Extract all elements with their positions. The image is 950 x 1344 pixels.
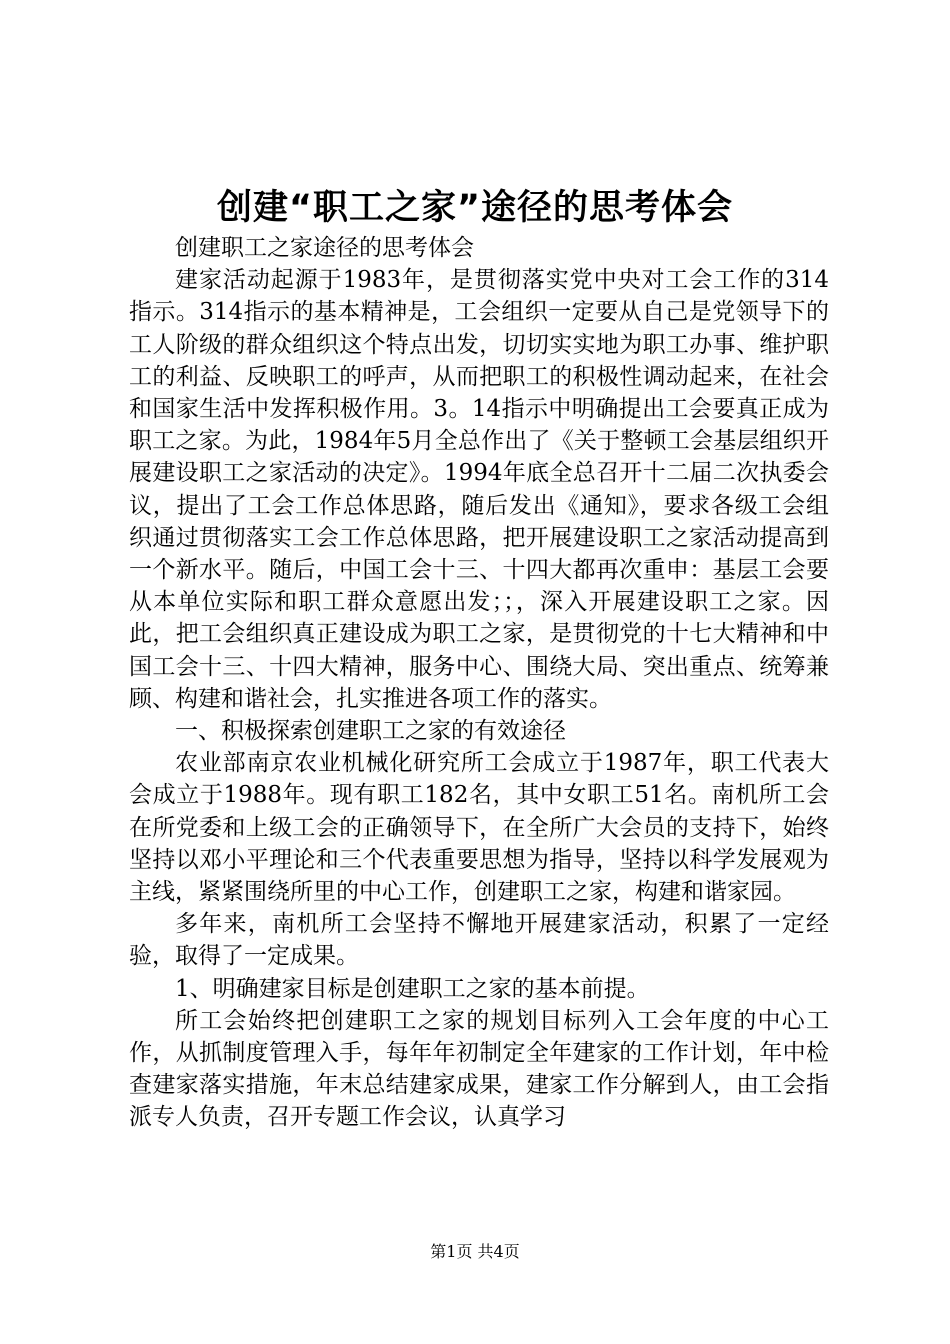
paragraph-goals: 所工会始终把创建职工之家的规划目标列入工会年度的中心工作，从抓制度管理入手，每年年初制定全年建家的工作计划，年中检查建家落实措施，年末总结建家成果，建家工作分解到人，由工会指派专人负责，召开专题工作会议，认真学习 [129, 1007, 829, 1131]
document-title: 创建“职工之家”途径的思考体会 [216, 188, 733, 228]
section-heading: 一、积极探索创建职工之家的有效途径 [175, 718, 566, 745]
paragraph-summary: 多年来，南机所工会坚持不懈地开展建家活动，积累了一定经验，取得了一定成果。 [129, 911, 829, 970]
paragraph-subtitle: 创建职工之家途径的思考体会 [175, 235, 474, 261]
page-number-footer: 第1页 共4页 [430, 1242, 520, 1261]
paragraph-origin: 建家活动起源于1983年，是贯彻落实党中央对工会工作的314指示。314指示的基本精神是，工会组织一定要从自己是党领导下的工人阶级的群众组织这个特点出发，切切实实地为职工办事、维护职工的利益、反映职工的呼声，从而把职工的积极性调动起来，在社会和国家生活中发挥积极作用。3。14指示中明确提出工会要真正成为职工之家。为此，1984年5月全总作出了《关于整顿工会基层组织开展建设职工之家活动的决定》。1994年底全总召开十二届二次执委会议，提出了工会工作总体思路，随后发出《通知》，要求各级工会组织通过贯彻落实工会工作总体思路，把开展建设职工之家活动提高到一个新水平。随后，中国工会十三、十四大都再次重申：基层工会要从本单位实际和职工群众意愿出发；；，深入开展建设职工之家。因此，把工会组织真正建设成为职工之家，是贯彻党的十七大精神和中国工会十三、十四大精神，服务中心、围绕大局、突出重点、统筹兼顾、构建和谐社会，扎实推进各项工作的落实。 [129, 267, 829, 712]
paragraph-institute: 农业部南京农业机械化研究所工会成立于1987年，职工代表大会成立于1988年。现有职工182名，其中女职工51名。南机所工会在所党委和上级工会的正确领导下，在全所广大会员的支持下，始终坚持以邓小平理论和三个代表重要思想为指导，坚持以科学发展观为主线，紧紧围绕所里的中心工作，创建职工之家，构建和谐家园。 [129, 750, 829, 906]
subsection-heading: 1、明确建家目标是创建职工之家的基本前提。 [175, 975, 650, 1002]
document-body [129, 232, 829, 1134]
